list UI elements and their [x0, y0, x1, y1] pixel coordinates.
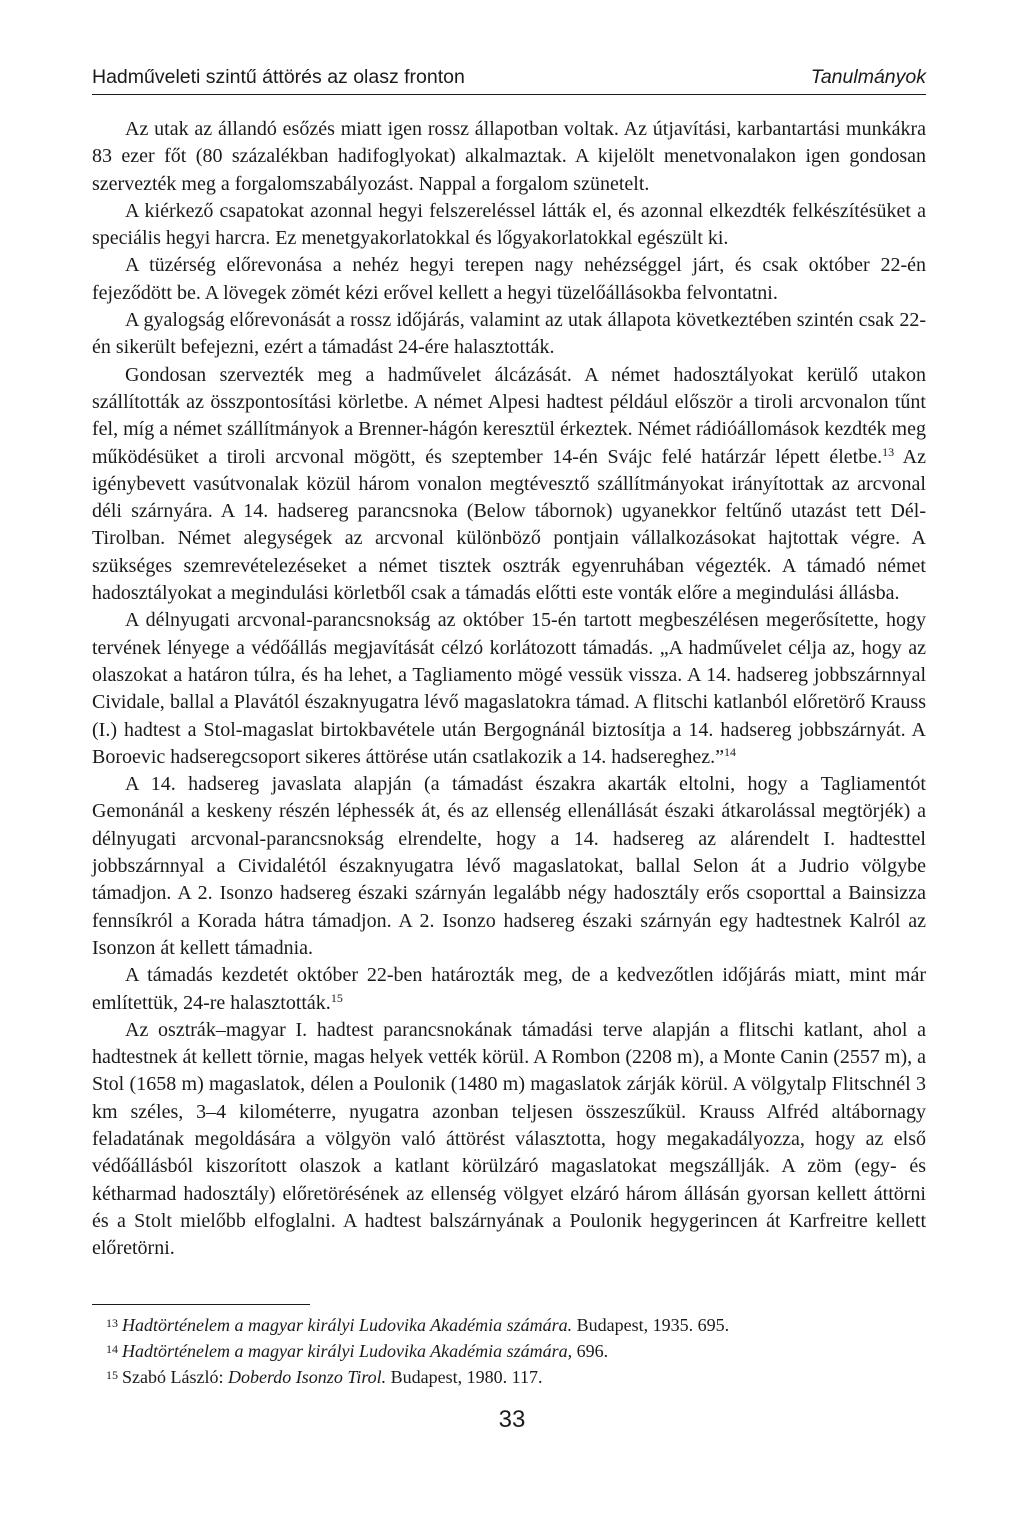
paragraph: A kiérkező csapatokat azonnal hegyi felszereléssel látták el, és azonnal elkezdték felkészítésüket a speciális hegyi harcra. Ez menetgyakorlatokkal és lőgyakorlatokkal egészült ki.: [92, 199, 926, 250]
footnote-title: Hadtörténelem a magyar királyi Ludovika Akadémia számára,: [122, 1341, 573, 1361]
paragraph: Az osztrák–magyar I. hadtest parancsnokának támadási terve alapján a flitschi katlant, ahol a hadtestnek át kellett törnie, magas helyek vették körül. A Rombon (2208 m), a Monte Canin (2557 m), a Stol (1658 m) magaslatok, délen a Poulonik (1480 m) magaslatok zárják körül. A völgytalp Flitschnél 3 km széles, 3–4 kilométerre, nyugatra azonban teljesen összeszűkül. Krauss Alfréd altábornagy feladatának megoldására a völgyön való áttörést választotta, hogy megakadályozza, hogy az első védőállásból kiszorított olaszok a katlant körülzáró magaslatokat megszállják. A zöm (egy- és kétharmad hadosztály) előretörésének az ellenség völgyet elzáró három állásán gyorsan kellett áttörni és a Stolt mielőbb elfoglalni. A hadtest balszárnyának a Poulonik hegygerincen át Karfreitre kellett előretörni.: [92, 1018, 926, 1260]
paragraph: A gyalogság előrevonását a rossz időjárás, valamint az utak állapota következtében szintén csak 22-én sikerült befejezni, ezért a támadást 24-ére halasztották.: [92, 309, 926, 359]
paragraph: [92, 607, 926, 771]
paragraph-part: Gondosan szervezték meg a hadművelet álcázását. A német hadosztályokat kerülő utakon szállították az összpontosítási körletbe. A német Alpesi hadtest például először a tiroli arcvonalon tűnt fel, míg a német szállítmányok a Brenner-hágón keresztül érkeztek. Német rádióállomások kezdték meg működésüket a tiroli arcvonal mögött, és szeptember 14-én Svájc felé határzár lépett életbe.: [92, 363, 926, 468]
footnote-title: Doberdo Isonzo Tirol.: [227, 1367, 387, 1387]
footnote-number: 13: [106, 1316, 118, 1330]
paragraph-part: A támadás kezdetét október 22-ben határozták meg, de a kedvezőtlen időjárás miatt, mint már említettük, 24-re halasztották.: [92, 964, 926, 1014]
footnote: [92, 1338, 926, 1364]
footnote: [92, 1364, 926, 1390]
header-title: Hadműveleti szintű áttörés az olasz fronton: [92, 66, 465, 88]
footnote-ref: 14: [723, 744, 736, 759]
running-header: [92, 66, 926, 95]
footnote-ref: 13: [882, 444, 895, 459]
footnote-rest: 696.: [572, 1341, 609, 1361]
paragraph: [92, 362, 926, 608]
body-text: [92, 116, 926, 1262]
footnote-rest: Budapest, 1980. 117.: [386, 1367, 543, 1387]
footnote-rule: [92, 1304, 310, 1305]
paragraph: A tüzérség előrevonása a nehéz hegyi terepen nagy nehézséggel járt, és csak október 22-én fejeződött be. A lövegek zömét kézi erővel kellett a hegyi tüzelőállásokba felvontatni.: [92, 254, 926, 304]
header-section: Tanulmányok: [810, 66, 926, 88]
paragraph-part: Az igénybevett vasútvonalak közül három vonalon megtévesztő szállítmányokat irányítottak az arcvonal déli szárnyára. A 14. hadsereg parancsnoka (Below tábornok) ugyanekkor feltűnő utazást tett Dél-Tirolban. Német alegységek az arcvonal különböző pontjain vállalkozásokat hajtottak végre. A szükséges szemrevételezéseket a német tisztek osztrák egyenruhában végezték. A támadó német hadosztályokat a megindulási körletből csak a támadás előtti este vonták előre a megindulási állásba.: [92, 445, 927, 605]
footnote: [92, 1312, 926, 1338]
footnote-rest: Budapest, 1935. 695.: [572, 1315, 730, 1335]
paragraph: Az utak az állandó esőzés miatt igen rossz állapotban voltak. Az útjavítási, karbantartási munkákra 83 ezer főt (80 százalékban hadifoglyokat) alkalmaztak. A kijelölt menetvonalakon igen gondosan szervezték meg a forgalomszabályozást. Nappal a forgalom szünetelt.: [92, 118, 926, 195]
page-number: 33: [498, 1406, 526, 1433]
footnote-title: Hadtörténelem a magyar királyi Ludovika Akadémia számára.: [122, 1315, 573, 1335]
paragraph-part: A délnyugati arcvonal-parancsnokság az október 15-én tartott megbeszélésen megerősítette, hogy tervének lényege a védőállás megjavítását célzó korlátozott támadás. „A hadművelet célja az, hogy az olaszokat a határon túlra, és ha lehet, a Tagliamento mögé vessük vissza. A 14. hadsereg jobbszárnnyal Cividale, ballal a Plavától északnyugatra lévő magaslatokra támad. A flitschi katlanból előretörő Krauss (I.) hadtest a Stol-magaslat birtokbavétele után Bergognánál biztosítja a 14. hadsereg jobbszárnyát. A Boroevic hadseregcsoport sikeres áttörése után csatlakozik a 14. hadsereghez.”: [92, 609, 926, 768]
footnote-ref: 15: [330, 990, 343, 1005]
paragraph: A 14. hadsereg javaslata alapján (a támadást északra akarták eltolni, hogy a Tagliamentót Gemonánál a keskeny részén léphessék át, és az ellenség ellenállását északi átkarolással megtörjék) a délnyugati arcvonal-parancsnokság elrendelte, hogy a 14. hadsereg az alárendelt I. hadtesttel jobbszárnnyal a Cividalétól északnyugatra lévő magaslatokat, ballal Selon át a Judrio völgybe támadjon. A 2. Isonzo hadsereg északi szárnyán legalább négy hadosztály erős csoporttal a Bainsizza fennsíkról a Korada hátra támadjon. A 2. Isonzo hadsereg északi szárnyán egy hadtestnek Kalról az Isonzon át kellett támadnia.: [92, 773, 926, 959]
footnote-number: 14: [106, 1342, 118, 1356]
footnote-author: Szabó László:: [122, 1367, 228, 1387]
footnotes: [92, 1312, 926, 1390]
paragraph: [92, 962, 926, 1017]
footnote-number: 15: [106, 1368, 118, 1382]
